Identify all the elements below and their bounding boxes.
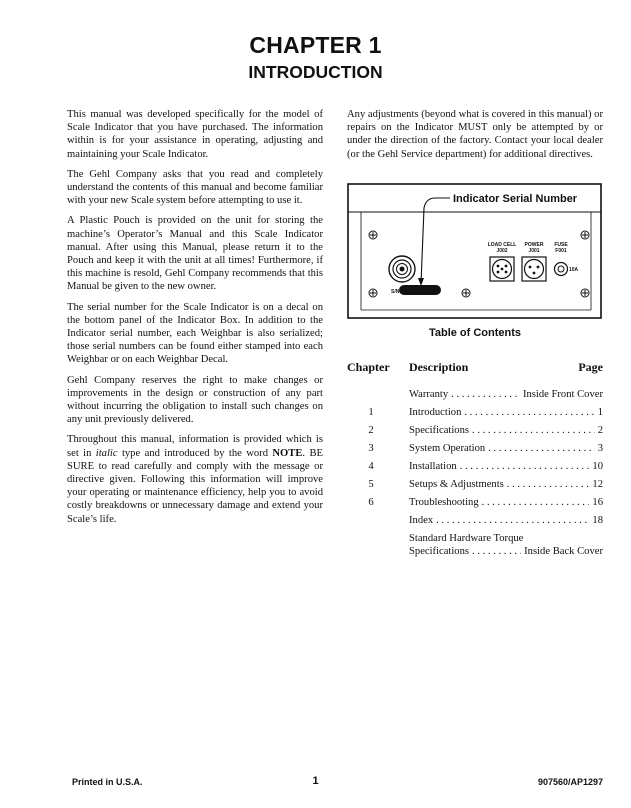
fuse-rating: 10A [569,267,579,273]
toc-list [347,389,603,563]
left-column [67,108,323,533]
italic-word: italic [95,447,118,459]
paragraph: The serial number for the Scale Indicator is on a decal on the bottom panel of the Indicator Box. In addition to the Indicator serial number, each Weighbar is also serialized; those serial numbers can be found either stamped into each Weighbar or on each Weighbar Decal. [67,301,323,366]
toc-row: 6 Troubleshooting . . . 16 [347,497,603,515]
toc-row: 5 Setups & Adjustments . . . 12 [347,479,603,497]
right-column [347,108,603,168]
toc-last-line1: Standard Hardware Torque [409,533,524,544]
toc-row: 4 Installation . . . 10 [347,461,603,479]
toc-row: Index . . . 18 [347,515,603,533]
fuse-holder-icon [555,263,568,276]
toc-row: Warranty . . . Inside Front Cover [347,389,603,407]
footer-doc-number: 907560/AP1297 [537,777,603,787]
footer-printed: Printed in U.S.A. [72,777,143,787]
serial-number-callout: Indicator Serial Number [453,193,578,205]
power-connector-icon [522,257,546,281]
chapter-number: CHAPTER 1 [249,32,382,58]
paragraph: The Gehl Company asks that you read and completely understand the contents of this manual and become familiar with your new Scale system before attempting to use it. [67,168,323,207]
toc-col-description: Description [409,360,469,374]
fuse-label: FUSE [554,242,568,248]
note-word: NOTE [272,447,303,459]
round-connector-icon [389,256,415,282]
load-cell-label: LOAD CELL [487,242,517,248]
toc-row: 3 System Operation . . . 3 [347,443,603,461]
power-label: POWER [524,242,544,248]
serial-decal [399,285,441,295]
toc-col-page: Page [578,360,603,374]
toc-row: 1 Introduction . . . 1 [347,407,603,425]
indicator-box-diagram [347,180,603,326]
paragraph: A Plastic Pouch is provided on the unit for storing the machine’s Operator’s Manual and this Scale Indicator manual. After using this Manual, please return it to the Pouch and keep it with the unit at all times! Furthermore, if this machine is resold, Gehl Company recommends that this Manual be given to the new owner. [67,215,323,293]
toc-row: 2 Specifications . . . 2 [347,425,603,443]
paragraph: This manual was developed specifically for the model of Scale Indicator that you have purchased. The information within is for your assistance in operating, adjusting and maintaining your Scale Indicator. [67,109,323,160]
toc-col-chapter: Chapter [347,360,390,374]
load-cell-connector-icon [490,257,514,281]
toc-row: Standard Hardware Torque Specifications . . . Inside Back Cover [347,533,603,563]
paragraph: Any adjustments (beyond what is covered in this manual) or repairs on the Indicator MUST only be attempted by or under the direction of the factory. Contact your local dealer (or the Gehl Service department) for additional directives. [347,109,603,160]
load-cell-code: J002 [496,248,508,254]
paragraph: Gehl Company reserves the right to make changes or improvements in the design or construction of any part without incurring the obligation to install such changes on any unit previously delivered. [67,374,323,426]
fuse-code: F001 [555,248,567,254]
note-paragraph: Throughout this manual, information is provided which is set in italic type and introduced by the word NOTE. BE SURE to read carefully and comply with the message or directive given. Following this information will improve your operating or maintenance efficiency, help you to avoid costly breakdowns or unnecessary damage and extend your Scale’s life. [67,434,323,525]
toc-title: Table of Contents [428,327,522,339]
page-number: 1 [312,775,319,787]
chapter-title: INTRODUCTION [248,62,383,82]
sn-label: S/N [391,289,400,295]
power-code: J001 [528,248,540,254]
